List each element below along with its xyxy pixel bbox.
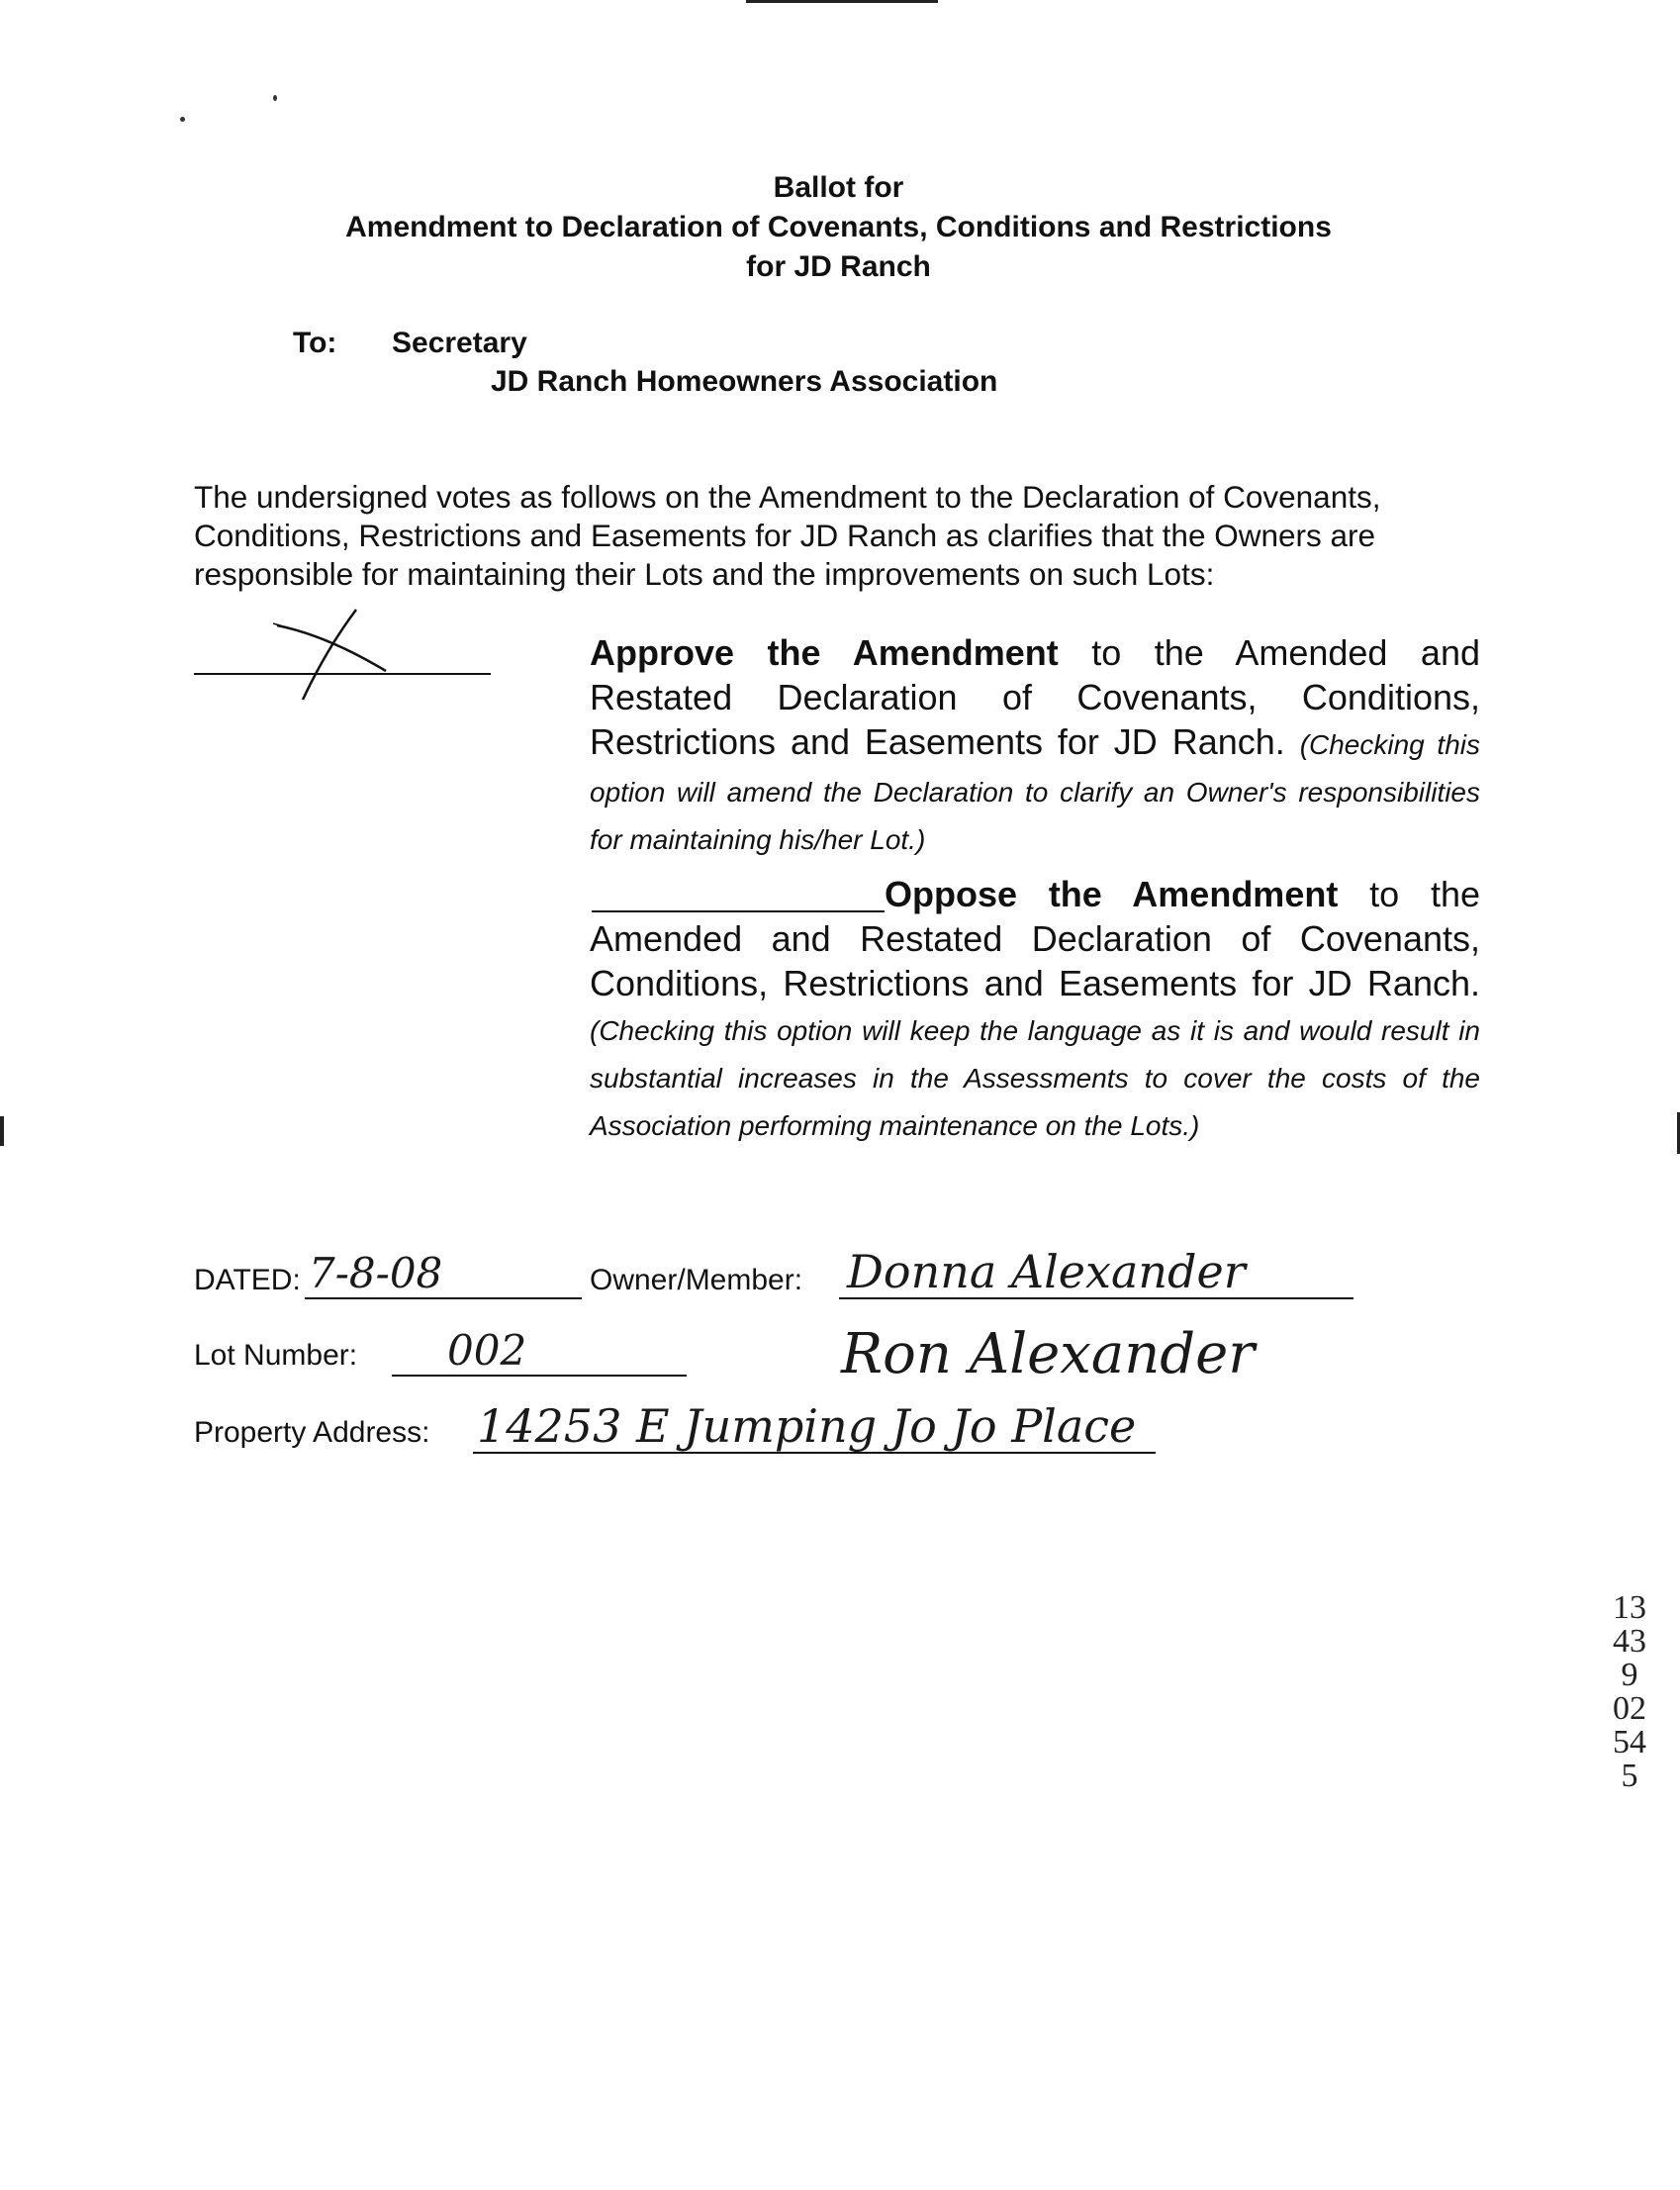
dated-label: DATED:: [194, 1264, 301, 1296]
owner-signature-2: Ron Alexander: [841, 1322, 1256, 1386]
oppose-option: [590, 872, 1480, 1148]
address-label: Property Address:: [194, 1416, 430, 1449]
top-rule: [746, 0, 938, 3]
document-stamp-number: 13439 02545: [1613, 1589, 1646, 1794]
intro-paragraph: The undersigned votes as follows on the Amendment to the Declaration of Covenants, Conditions, Restrictions and Easements for JD Ranch as clarifies that the Owners are responsible for maintaining their Lots and the improvements on such Lots:: [194, 479, 1381, 592]
oppose-heading: Oppose the Amendment: [885, 874, 1339, 914]
addressee-organization: JD Ranch Homeowners Association: [491, 365, 998, 398]
oppose-text: to the Amended and Restated Declaration of Covenants, Conditions, Restrictions and Easements for JD Ranch.: [590, 874, 1480, 1003]
addressee-name: Secretary: [392, 327, 527, 359]
approve-note: (Checking this option will amend the Declaration to clarify an Owner's responsibilities for maintaining his/her Lot.): [590, 729, 1480, 855]
ballot-subtitle: Amendment to Declaration of Covenants, Conditions and Restrictions: [345, 211, 1332, 243]
ballot-subtitle-2: for JD Ranch: [746, 250, 931, 283]
x-check-mark: [267, 606, 406, 705]
dated-line: [305, 1297, 582, 1299]
address-value[interactable]: 14253 E Jumping Jo Jo Place: [477, 1399, 1137, 1453]
lot-value[interactable]: 002: [447, 1326, 527, 1375]
owner-signature-1: Donna Alexander: [847, 1245, 1246, 1298]
scan-speck: [273, 95, 277, 101]
scan-edge-mark: [0, 1116, 4, 1146]
dated-value[interactable]: 7-8-08: [309, 1249, 443, 1297]
approve-text: to the Amended and Restated Declaration of Covenants, Conditions, Restrictions and Easements for JD Ranch.: [590, 632, 1480, 762]
scan-speck: [180, 117, 185, 122]
lot-label: Lot Number:: [194, 1339, 358, 1372]
to-label: To:: [293, 327, 337, 359]
approve-heading: Approve the Amendment: [590, 632, 1059, 673]
lot-line: [392, 1375, 687, 1377]
oppose-note: (Checking this option will keep the language as it is and would result in substantial increases in the Assessments to cover the costs of the Association performing maintenance on the Lots.): [590, 1015, 1480, 1141]
approve-option: [590, 630, 1480, 862]
ballot-title: Ballot for: [773, 171, 904, 204]
owner-label: Owner/Member:: [590, 1264, 803, 1296]
